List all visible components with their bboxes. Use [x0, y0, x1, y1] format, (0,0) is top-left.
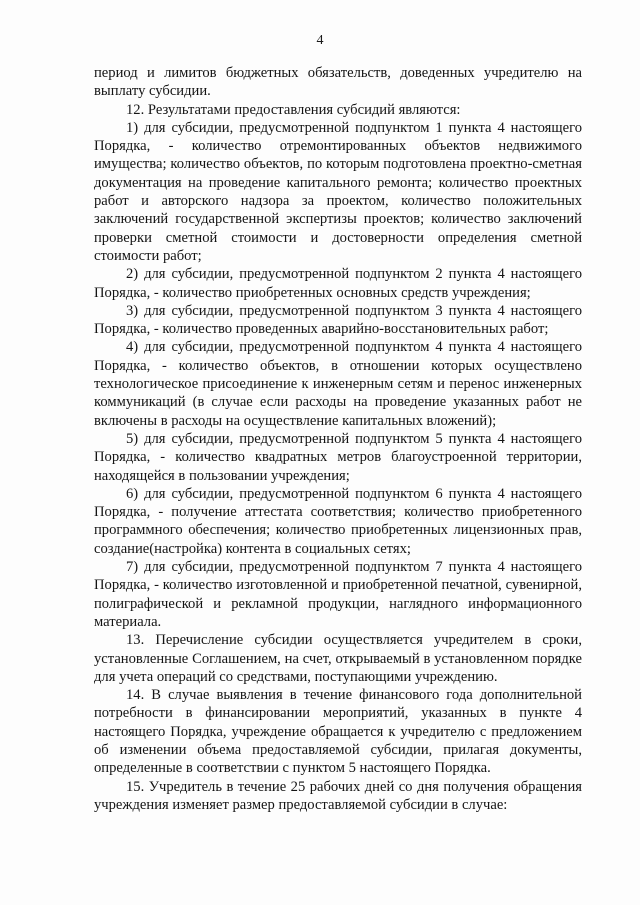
paragraph-12-item-2: 2) для субсидии, предусмотренной подпунктом 2 пункта 4 настоящего Порядка, - количество приобретенных основных средств учреждения;	[94, 266, 582, 301]
document-body	[94, 64, 582, 814]
paragraph-15: 15. Учредитель в течение 25 рабочих дней со дня получения обращения учреждения изменяет размер предоставляемой субсидии в случае:	[94, 778, 582, 813]
paragraph-12: 12. Результатами предоставления субсидий являются:	[126, 101, 461, 118]
paragraph-12-item-6: 6) для субсидии, предусмотренной подпунктом 6 пункта 4 настоящего Порядка, - получение аттестата соответствия; количество приобретенного программного обеспечения; количество приобретенных лицензионных прав, создание(настройка) контента в социальных сетях;	[94, 485, 582, 557]
paragraph-12-item-4: 4) для субсидии, предусмотренной подпунктом 4 пункта 4 настоящего Порядка, - количество объектов, в отношении которых осуществлено технологическое присоединение к инженерным сетям и перенос инженерных коммуникаций (в случае если расходы на проведение указанных работ не включены в расходы на осуществление капитальных вложений);	[94, 339, 582, 429]
page-number: 4	[316, 33, 324, 48]
paragraph-12-item-7: 7) для субсидии, предусмотренной подпунктом 7 пункта 4 настоящего Порядка, - количество изготовленной и приобретенной печатной, сувенирной, полиграфической и рекламной продукции, наглядного информационного материала.	[94, 559, 582, 630]
paragraph-12-item-3: 3) для субсидии, предусмотренной подпунктом 3 пункта 4 настоящего Порядка, - количество проведенных аварийно-восстановительных работ;	[94, 302, 582, 338]
paragraph-continuation: период и лимитов бюджетных обязательств, доведенных учредителю на выплату субсидии.	[94, 65, 582, 100]
paragraph-12-item-1: 1) для субсидии, предусмотренной подпунктом 1 пункта 4 настоящего Порядка, - количество отремонтированных объектов недвижимого имущества; количество объектов, по которым подготовлена проектно-сметная документация на проведение капитального ремонта; количество проектных работ и авторского надзора за проектом, количество положительных заключений государственной экспертизы проектов; количество заключений проверки сметной стоимости и достоверности определения сметной стоимости работ;	[94, 119, 582, 264]
paragraph-14: 14. В случае выявления в течение финансового года дополнительной потребности в финансировании мероприятий, указанных в пункте 4 настоящего Порядка, учреждение обращается к учредителю с предложением об изменении объема предоставляемой субсидии, прилагая документы, определенные в соответствии с пунктом 5 настоящего Порядка.	[94, 687, 582, 777]
paragraph-12-item-5: 5) для субсидии, предусмотренной подпунктом 5 пункта 4 настоящего Порядка, - количество квадратных метров благоустроенной территории, находящейся в пользовании учреждения;	[94, 430, 582, 484]
paragraph-13: 13. Перечисление субсидии осуществляется учредителем в сроки, установленные Соглашением, на счет, открываемый в установленном порядке для учета операций со средствами, поступающими учреждению.	[94, 632, 582, 685]
